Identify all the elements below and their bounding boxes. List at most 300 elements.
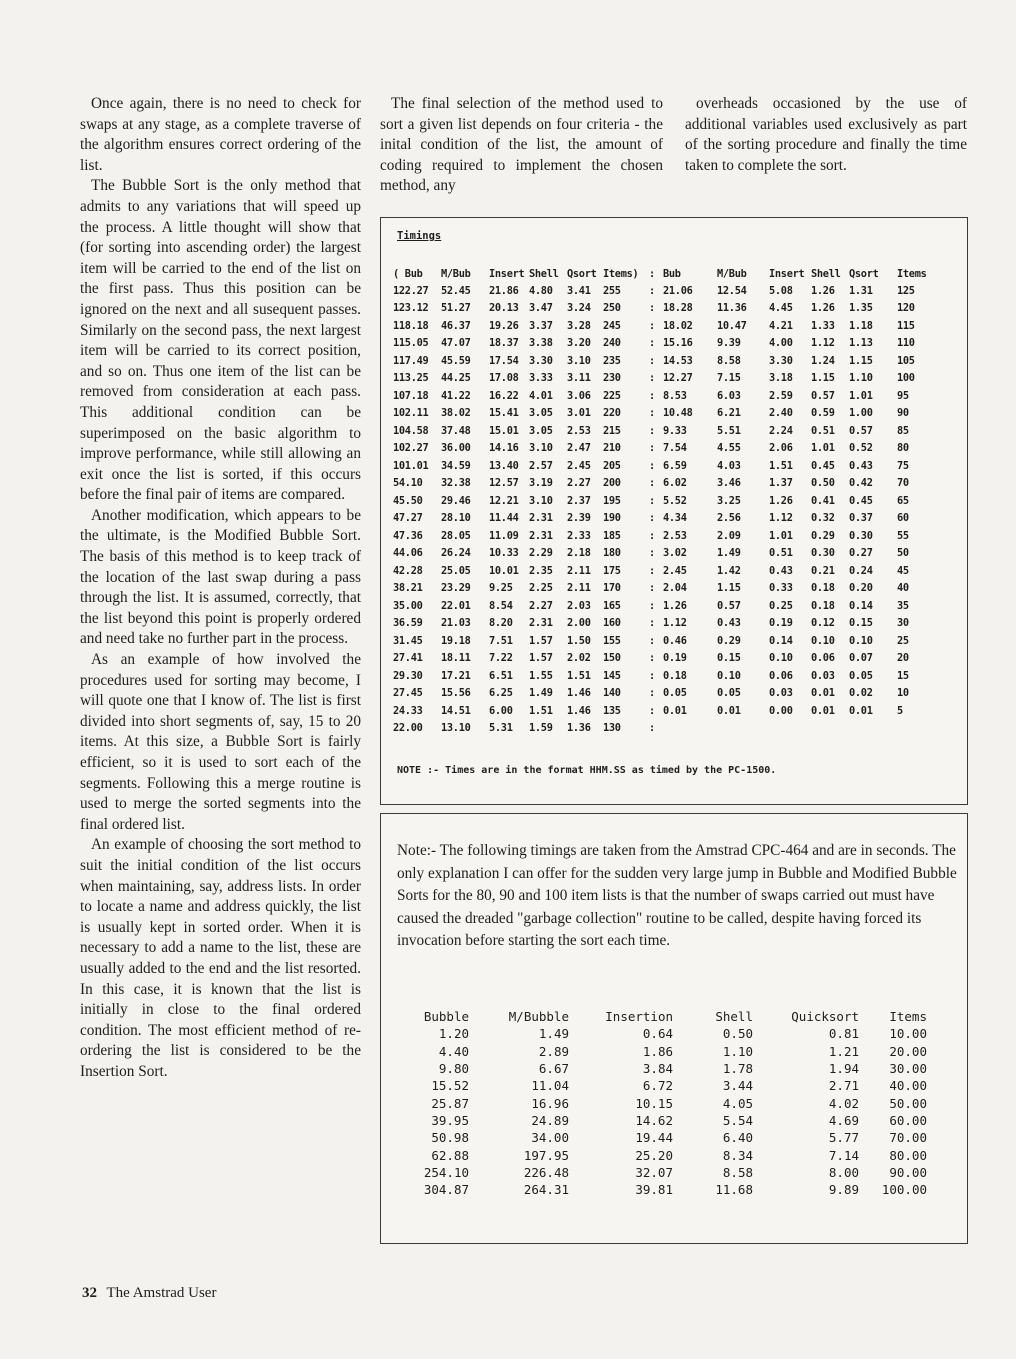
- amstrad-box: [380, 813, 968, 1244]
- table-cell: 18.28: [663, 302, 693, 315]
- table-cell: 37.48: [441, 424, 471, 437]
- table-cell: 5.54: [722, 1112, 753, 1128]
- table-cell: 118.18: [393, 319, 429, 332]
- table-cell: 1.36: [567, 722, 591, 735]
- table-row: [393, 685, 927, 703]
- table-cell: 120: [897, 302, 915, 315]
- table-cell: 45.59: [441, 354, 471, 367]
- table-cell: 40: [897, 582, 909, 595]
- table-cell: 50.98: [431, 1130, 469, 1146]
- article-column-1: [80, 94, 361, 1083]
- table-row: [393, 510, 927, 528]
- table-cell: 226.48: [523, 1164, 569, 1180]
- column-header: Bubble: [423, 1009, 469, 1025]
- table-cell: 15.01: [489, 424, 519, 437]
- table-cell: :: [649, 442, 655, 455]
- table-cell: 0.14: [849, 599, 873, 612]
- table-cell: 44.06: [393, 547, 423, 560]
- table-row: [417, 1077, 927, 1094]
- table-cell: 34.59: [441, 459, 471, 472]
- table-cell: 31.45: [393, 634, 423, 647]
- amstrad-note: Note:- The following timings are taken from the Amstrad CPC-464 and are in seconds. The only explanation I can offer for the sudden very large jump in Bubble and Modified Bubble Sorts for the 80, 90 and 100 item lists is that the number of swaps carried out must have caused the dreaded "garbage collection" routine to be called, despite having forced its invocation before starting the sort each time.: [397, 842, 957, 949]
- table-cell: 113.25: [393, 372, 429, 385]
- table-cell: 2.45: [567, 459, 591, 472]
- table-cell: 185: [603, 529, 621, 542]
- table-row: [393, 615, 927, 633]
- table-cell: 100: [897, 372, 915, 385]
- table-cell: 197.95: [523, 1147, 569, 1163]
- table-cell: 17.21: [441, 669, 471, 682]
- table-cell: 19.18: [441, 634, 471, 647]
- table-cell: 6.51: [489, 669, 513, 682]
- table-cell: 1.12: [663, 617, 687, 630]
- table-cell: 2.45: [663, 564, 687, 577]
- table-cell: 1.35: [849, 302, 873, 315]
- table-cell: 25.87: [431, 1095, 469, 1111]
- table-cell: 9.33: [663, 424, 687, 437]
- table-cell: 23.29: [441, 582, 471, 595]
- table-cell: 101.01: [393, 459, 429, 472]
- table-cell: 255: [603, 284, 621, 297]
- table-cell: 1.12: [769, 512, 793, 525]
- table-cell: 28.10: [441, 512, 471, 525]
- table-cell: 304.87: [423, 1182, 469, 1198]
- table-cell: 1.49: [717, 547, 741, 560]
- table-cell: 2.11: [567, 564, 591, 577]
- table-cell: 75: [897, 459, 909, 472]
- table-cell: 3.33: [529, 372, 553, 385]
- table-cell: 0.46: [663, 634, 687, 647]
- timings-box: [380, 217, 968, 805]
- table-row: [393, 300, 927, 318]
- table-cell: :: [649, 459, 655, 472]
- table-cell: :: [649, 529, 655, 542]
- table-cell: 2.11: [567, 582, 591, 595]
- table-cell: 44.25: [441, 372, 471, 385]
- table-cell: 12.57: [489, 477, 519, 490]
- table-cell: :: [649, 337, 655, 350]
- table-cell: 0.29: [717, 634, 741, 647]
- table-cell: 145: [603, 669, 621, 682]
- table-cell: 2.59: [769, 389, 793, 402]
- table-cell: 1.51: [567, 669, 591, 682]
- table-cell: 0.25: [769, 599, 793, 612]
- table-cell: 3.18: [769, 372, 793, 385]
- table-cell: 0.45: [811, 459, 835, 472]
- table-cell: :: [649, 284, 655, 297]
- table-row: [393, 720, 927, 738]
- table-cell: 100.00: [881, 1182, 927, 1198]
- table-cell: 8.20: [489, 617, 513, 630]
- table-cell: 15.56: [441, 687, 471, 700]
- table-cell: 4.03: [717, 459, 741, 472]
- table-cell: 160: [603, 617, 621, 630]
- table-cell: 3.28: [567, 319, 591, 332]
- table-cell: 2.03: [567, 599, 591, 612]
- table-cell: 7.22: [489, 652, 513, 665]
- column-header: Shell: [529, 268, 559, 280]
- table-cell: 2.47: [567, 442, 591, 455]
- table-cell: :: [649, 722, 655, 735]
- table-cell: 5.77: [828, 1130, 859, 1146]
- table-cell: 4.34: [663, 512, 687, 525]
- table-row: [393, 387, 927, 405]
- table-cell: :: [649, 634, 655, 647]
- table-row: [417, 1025, 927, 1042]
- table-cell: 0.03: [769, 687, 793, 700]
- table-cell: 20.00: [889, 1043, 927, 1059]
- table-cell: 11.09: [489, 529, 519, 542]
- table-cell: 2.29: [529, 547, 553, 560]
- table-cell: 40.00: [889, 1078, 927, 1094]
- table-cell: 2.24: [769, 424, 793, 437]
- table-cell: 21.03: [441, 617, 471, 630]
- table-cell: 0.01: [811, 687, 835, 700]
- table-cell: 0.59: [811, 407, 835, 420]
- table-cell: 0.03: [811, 669, 835, 682]
- table-cell: [663, 720, 717, 738]
- table-cell: 2.71: [828, 1078, 859, 1094]
- table-cell: 1.50: [567, 634, 591, 647]
- table-cell: 21.86: [489, 284, 519, 297]
- paragraph: The Bubble Sort is the only method that admits to any variations that will speed up the process. A little thought will show that (for sorting into ascending order) the largest item will be carried to the end of the list on the first pass. Thus this position can be ignored on the next and all susequent passes. Similarly on the second pass, the next largest item will be carried to its correct position, and so on. Thus one item of the list can be removed from consideration at each pass. This additional condition can be superimposed on the basic algorithm to improve performance, while still allowing an exit once the list is sorted, if this occurs before the final pair of items are compared.: [80, 177, 361, 504]
- table-cell: 1.57: [529, 652, 553, 665]
- table-cell: 10.47: [717, 319, 747, 332]
- table-cell: 1.13: [849, 337, 873, 350]
- table-cell: 9.80: [438, 1061, 469, 1077]
- table-cell: 6.40: [722, 1130, 753, 1146]
- table-cell: 102.11: [393, 407, 429, 420]
- column-header: Quicksort: [791, 1009, 859, 1025]
- table-cell: 0.15: [717, 652, 741, 665]
- table-cell: 30.00: [889, 1061, 927, 1077]
- paragraph: As an example of how involved the procedures used for sorting may become, I will quote one that I know of. The list is first divided into short segments of, say, 15 to 20 items. At this size, a Bubble Sort is fairly efficient, so it is used to sort each of the segments. Following this a merge routine is used to merge the sorted segments into the final ordered list.: [80, 651, 361, 833]
- table-cell: 90: [897, 407, 909, 420]
- table-cell: 0.52: [849, 442, 873, 455]
- table-cell: 0.19: [769, 617, 793, 630]
- table-cell: 95: [897, 389, 909, 402]
- table-cell: 2.06: [769, 442, 793, 455]
- table-cell: 1.01: [769, 529, 793, 542]
- table-cell: 180: [603, 547, 621, 560]
- table-cell: 70: [897, 477, 909, 490]
- table-row: [393, 667, 927, 685]
- table-cell: 19.44: [635, 1130, 673, 1146]
- column-header: :: [649, 268, 655, 280]
- table-cell: 17.54: [489, 354, 519, 367]
- table-cell: 2.89: [538, 1043, 569, 1059]
- table-cell: 235: [603, 354, 621, 367]
- column-header: Insert: [489, 268, 525, 280]
- column-header: ( Bub: [393, 268, 423, 280]
- table-cell: 8.58: [722, 1164, 753, 1180]
- table-row: [393, 580, 927, 598]
- table-cell: 2.56: [717, 512, 741, 525]
- table-cell: 6.03: [717, 389, 741, 402]
- table-cell: 90.00: [889, 1164, 927, 1180]
- table-cell: 3.24: [567, 302, 591, 315]
- table-cell: 0.57: [811, 389, 835, 402]
- table-cell: 1.26: [811, 302, 835, 315]
- table-cell: 2.31: [529, 512, 553, 525]
- table-cell: 2.40: [769, 407, 793, 420]
- table-cell: 3.41: [567, 284, 591, 297]
- table-cell: 12.54: [717, 284, 747, 297]
- table-cell: 18.02: [663, 319, 693, 332]
- table-cell: 0.50: [722, 1026, 753, 1042]
- table-cell: 3.44: [722, 1078, 753, 1094]
- table-cell: 60.00: [889, 1112, 927, 1128]
- column-header: Bub: [663, 268, 681, 280]
- table-cell: 107.18: [393, 389, 429, 402]
- table-cell: 240: [603, 337, 621, 350]
- table-cell: 0.45: [849, 494, 873, 507]
- table-cell: 24.89: [531, 1112, 569, 1128]
- table-cell: 0.57: [717, 599, 741, 612]
- table-row: [417, 1043, 927, 1060]
- table-cell: 0.42: [849, 477, 873, 490]
- publication-name: The Amstrad User: [106, 1285, 217, 1301]
- table-cell: 10.33: [489, 547, 519, 560]
- table-cell: 3.37: [529, 319, 553, 332]
- table-cell: 175: [603, 564, 621, 577]
- table-cell: :: [649, 669, 655, 682]
- table-cell: 1.20: [438, 1026, 469, 1042]
- table-cell: 190: [603, 512, 621, 525]
- table-cell: 0.43: [849, 459, 873, 472]
- table-cell: 254.10: [423, 1164, 469, 1180]
- table-cell: 0.10: [717, 669, 741, 682]
- table-cell: 1.51: [529, 704, 553, 717]
- table-cell: 70.00: [889, 1130, 927, 1146]
- table-cell: 65: [897, 494, 909, 507]
- table-cell: 14.62: [635, 1112, 673, 1128]
- table-cell: :: [649, 687, 655, 700]
- table-row: [417, 1146, 927, 1163]
- table-cell: 2.00: [567, 617, 591, 630]
- table-row: [393, 527, 927, 545]
- table-cell: 39.95: [431, 1112, 469, 1128]
- table-cell: 4.02: [828, 1095, 859, 1111]
- table-cell: 215: [603, 424, 621, 437]
- table-cell: 1.24: [811, 354, 835, 367]
- table-cell: 1.15: [717, 582, 741, 595]
- table-cell: 3.20: [567, 337, 591, 350]
- table-cell: 0.37: [849, 512, 873, 525]
- table-cell: 122.27: [393, 284, 429, 297]
- column-header: Items: [897, 268, 927, 280]
- table-cell: 2.09: [717, 529, 741, 542]
- table-cell: 0.43: [717, 617, 741, 630]
- table-cell: 27.45: [393, 687, 423, 700]
- table-cell: 4.01: [529, 389, 553, 402]
- table-cell: 2.53: [663, 529, 687, 542]
- column-header: M/Bub: [717, 268, 747, 280]
- table-cell: :: [649, 652, 655, 665]
- table-row: [393, 440, 927, 458]
- table-cell: 17.08: [489, 372, 519, 385]
- table-cell: 102.27: [393, 442, 429, 455]
- table-cell: 3.25: [717, 494, 741, 507]
- column-header: Insert: [769, 268, 805, 280]
- table-cell: 0.43: [769, 564, 793, 577]
- table-cell: 0.01: [663, 704, 687, 717]
- table-cell: 27.41: [393, 652, 423, 665]
- table-cell: 0.81: [828, 1026, 859, 1042]
- table-cell: 8.00: [828, 1164, 859, 1180]
- table-cell: :: [649, 704, 655, 717]
- paragraph: Once again, there is no need to check for swaps at any stage, as a complete traverse of the algorithm ensures correct ordering of the list.: [80, 95, 361, 174]
- table-cell: 0.01: [717, 704, 741, 717]
- table-cell: 13.40: [489, 459, 519, 472]
- table-cell: 5.31: [489, 722, 513, 735]
- table-cell: 80.00: [889, 1147, 927, 1163]
- table-cell: 264.31: [523, 1182, 569, 1198]
- table-cell: 11.68: [715, 1182, 753, 1198]
- table-cell: 130: [603, 722, 621, 735]
- table-cell: 123.12: [393, 302, 429, 315]
- table-cell: [769, 720, 811, 738]
- table-cell: 2.18: [567, 547, 591, 560]
- table-cell: 4.45: [769, 302, 793, 315]
- table-cell: 32.07: [635, 1164, 673, 1180]
- table-cell: 3.19: [529, 477, 553, 490]
- paragraph: An example of choosing the sort method to suit the initial condition of the list occurs when maintaining, say, address lists. In order to locate a name and address quickly, the list is usually kept in sorted order. When it is necessary to add a name to the list, these are usually added to the end and the list resorted. In this case, it is known that the list is initially in close to the final ordered condition. The most efficient method of re-ordering the list is considered to be the Insertion Sort.: [80, 836, 361, 1080]
- column-header: M/Bub: [441, 268, 471, 280]
- table-cell: 0.21: [811, 564, 835, 577]
- table-cell: 1.37: [769, 477, 793, 490]
- column-header: Qsort: [849, 268, 879, 280]
- table-cell: 15: [897, 669, 909, 682]
- table-cell: :: [649, 564, 655, 577]
- table-cell: 1.00: [849, 407, 873, 420]
- table-cell: 3.84: [642, 1061, 673, 1077]
- table-cell: 5.52: [663, 494, 687, 507]
- table-cell: 0.02: [849, 687, 873, 700]
- table-cell: 245: [603, 319, 621, 332]
- table-cell: 1.21: [828, 1043, 859, 1059]
- table-cell: 0.14: [769, 634, 793, 647]
- table-cell: 150: [603, 652, 621, 665]
- column-header: Qsort: [567, 268, 597, 280]
- table-cell: 110: [897, 337, 915, 350]
- table-cell: 220: [603, 407, 621, 420]
- table-row: [393, 492, 927, 510]
- table-cell: 7.54: [663, 442, 687, 455]
- table-cell: 50.00: [889, 1095, 927, 1111]
- column-header: Shell: [715, 1009, 753, 1025]
- table-cell: 3.46: [717, 477, 741, 490]
- table-row: [417, 1181, 927, 1198]
- table-cell: 38.21: [393, 582, 423, 595]
- table-row: [393, 475, 927, 493]
- table-row: [417, 1129, 927, 1146]
- table-cell: 8.54: [489, 599, 513, 612]
- table-cell: 26.24: [441, 547, 471, 560]
- table-cell: 0.18: [811, 599, 835, 612]
- table-row: [393, 545, 927, 563]
- table-cell: 1.26: [811, 284, 835, 297]
- table-cell: 1.01: [849, 389, 873, 402]
- table-cell: 2.27: [529, 599, 553, 612]
- table-cell: 5: [897, 704, 903, 717]
- table-cell: 2.02: [567, 652, 591, 665]
- table-cell: 4.40: [438, 1043, 469, 1059]
- table-cell: 52.45: [441, 284, 471, 297]
- table-cell: 3.02: [663, 547, 687, 560]
- table-cell: 60: [897, 512, 909, 525]
- table-cell: 11.44: [489, 512, 519, 525]
- table-cell: 6.59: [663, 459, 687, 472]
- table-cell: 12.21: [489, 494, 519, 507]
- table-row: [417, 1094, 927, 1111]
- timings-note: NOTE :- Times are in the format HHM.SS as timed by the PC-1500.: [397, 765, 777, 776]
- table-cell: 55: [897, 529, 909, 542]
- table-cell: 0.12: [811, 617, 835, 630]
- table-cell: 6.67: [538, 1061, 569, 1077]
- paragraph: Another modification, which appears to be the ultimate, is the Modified Bubble Sort. The basis of this method is to keep track of the location of the last swap during a pass through the list. It is assumed, correctly, that the list beyond this point is properly ordered and need take no further part in the process.: [80, 506, 361, 648]
- table-cell: 0.30: [849, 529, 873, 542]
- table-cell: 18.37: [489, 337, 519, 350]
- table-row: [393, 317, 927, 335]
- table-row: [393, 422, 927, 440]
- table-cell: :: [649, 407, 655, 420]
- table-cell: 7.14: [828, 1147, 859, 1163]
- table-row: [393, 352, 927, 370]
- table-row: [393, 562, 927, 580]
- table-cell: 2.33: [567, 529, 591, 542]
- table-cell: 2.31: [529, 529, 553, 542]
- column-header: M/Bubble: [508, 1009, 569, 1025]
- table-cell: 16.96: [531, 1095, 569, 1111]
- table-cell: 36.00: [441, 442, 471, 455]
- table-cell: 0.51: [811, 424, 835, 437]
- table-cell: 20.13: [489, 302, 519, 315]
- table-cell: 47.27: [393, 512, 423, 525]
- table-cell: 115.05: [393, 337, 429, 350]
- table-cell: 4.00: [769, 337, 793, 350]
- table-cell: 1.26: [769, 494, 793, 507]
- table-cell: 12.27: [663, 372, 693, 385]
- table-cell: 0.15: [849, 617, 873, 630]
- page-footer: [82, 1285, 216, 1302]
- table-cell: :: [649, 617, 655, 630]
- table-row: [417, 1164, 927, 1181]
- table-cell: 125: [897, 284, 915, 297]
- table-cell: 195: [603, 494, 621, 507]
- table-cell: :: [649, 372, 655, 385]
- table-cell: 15.41: [489, 407, 519, 420]
- table-cell: 1.86: [642, 1043, 673, 1059]
- table-cell: 6.72: [642, 1078, 673, 1094]
- table-cell: 46.37: [441, 319, 471, 332]
- table-cell: 0.10: [769, 652, 793, 665]
- table-cell: 3.30: [529, 354, 553, 367]
- table-cell: 13.10: [441, 722, 471, 735]
- table-cell: 45: [897, 564, 909, 577]
- column-header: Insertion: [605, 1009, 673, 1025]
- table-cell: 0.10: [811, 634, 835, 647]
- table-cell: 10.01: [489, 564, 519, 577]
- table-cell: 105: [897, 354, 915, 367]
- table-cell: 6.02: [663, 477, 687, 490]
- table-cell: 1.49: [529, 687, 553, 700]
- table-cell: 10.48: [663, 407, 693, 420]
- table-cell: 225: [603, 389, 621, 402]
- table-cell: 8.58: [717, 354, 741, 367]
- table-cell: 62.88: [431, 1147, 469, 1163]
- table-cell: 230: [603, 372, 621, 385]
